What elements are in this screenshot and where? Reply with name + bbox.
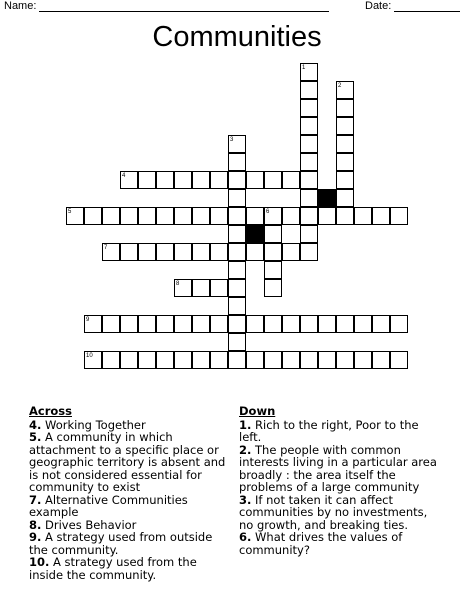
clue-number: 7. [29, 492, 42, 507]
clue-cell-number: 3 [230, 137, 234, 143]
grid-cell[interactable] [264, 279, 282, 297]
clue-text: Working Together [45, 417, 146, 432]
grid-cell[interactable] [282, 315, 300, 333]
clue-number: 3. [239, 492, 252, 507]
grid-cell[interactable] [300, 207, 318, 225]
grid-cell[interactable] [210, 279, 228, 297]
clue-cell-number: 5 [68, 209, 72, 215]
grid-cell[interactable] [300, 99, 318, 117]
clue-cell-number: 4 [122, 173, 126, 179]
clue-text: If not taken it can affect communities by no investments, no growth, and breaking ties. [239, 492, 428, 532]
grid-cell[interactable] [390, 351, 408, 369]
grid-cell[interactable] [228, 189, 246, 207]
grid-cell[interactable] [120, 243, 138, 261]
grid-cell[interactable] [300, 189, 318, 207]
clue-text: Drives Behavior [45, 517, 137, 532]
grid-cell[interactable] [336, 171, 354, 189]
grid-cell[interactable] [300, 315, 318, 333]
grid-cell[interactable] [120, 207, 138, 225]
grid-cell[interactable] [300, 153, 318, 171]
grid-cell[interactable] [264, 261, 282, 279]
clue-number: 1. [239, 417, 252, 432]
grid-cell[interactable] [300, 225, 318, 243]
across-clue [29, 531, 229, 556]
grid-cell[interactable] [102, 207, 120, 225]
clue-text: A strategy used from outside the community. [29, 530, 213, 557]
grid-cell[interactable] [228, 135, 246, 153]
grid-cell[interactable] [228, 315, 246, 333]
clue-cell-number: 6 [266, 209, 270, 215]
grid-cell[interactable] [84, 207, 102, 225]
grid-cell[interactable] [192, 351, 210, 369]
grid-cell[interactable] [282, 207, 300, 225]
grid-cell[interactable] [372, 351, 390, 369]
grid-cell[interactable] [228, 243, 246, 261]
grid-cell[interactable] [300, 135, 318, 153]
clue-number: 5. [29, 430, 42, 444]
grid-cell[interactable] [246, 171, 264, 189]
grid-cell[interactable] [318, 315, 336, 333]
grid-cell[interactable] [264, 225, 282, 243]
clue-number: 10. [29, 555, 50, 569]
down-clue [239, 419, 444, 444]
grid-cell[interactable] [192, 171, 210, 189]
grid-cell[interactable] [336, 81, 354, 99]
clue-text: The people with common interests living in a particular area broadly : the area itself the problems of a large community [239, 442, 437, 494]
grid-cell[interactable] [354, 207, 372, 225]
grid-cell[interactable] [372, 207, 390, 225]
grid-cell[interactable] [84, 315, 102, 333]
grid-cell[interactable] [300, 243, 318, 261]
clue-number: 6. [239, 530, 252, 544]
grid-cell[interactable] [138, 351, 156, 369]
down-clues [239, 405, 444, 556]
grid-cell[interactable] [282, 243, 300, 261]
date-line [394, 2, 460, 12]
grid-cell[interactable] [138, 315, 156, 333]
grid-cell[interactable] [354, 351, 372, 369]
grid-cell[interactable] [336, 315, 354, 333]
grid-cell[interactable] [264, 315, 282, 333]
date-label: Date: [365, 0, 392, 12]
grid-cell[interactable] [318, 207, 336, 225]
grid-cell[interactable] [228, 171, 246, 189]
grid-cell[interactable] [336, 207, 354, 225]
grid-cell[interactable] [246, 243, 264, 261]
grid-cell[interactable] [210, 315, 228, 333]
grid-cell[interactable] [174, 279, 192, 297]
down-clue [239, 531, 444, 556]
clue-cell-number: 8 [176, 281, 180, 287]
grid-cell[interactable] [138, 207, 156, 225]
down-heading: Down [239, 404, 276, 418]
grid-cell[interactable] [336, 135, 354, 153]
grid-cell[interactable] [300, 351, 318, 369]
grid-cell[interactable] [354, 315, 372, 333]
grid-cell[interactable] [300, 63, 318, 81]
grid-cell[interactable] [84, 351, 102, 369]
grid-cell[interactable] [372, 315, 390, 333]
grid-cell[interactable] [264, 207, 282, 225]
page-title: Communities [152, 21, 322, 53]
across-clue [29, 494, 229, 519]
grid-cell[interactable] [336, 117, 354, 135]
grid-cell[interactable] [246, 315, 264, 333]
grid-cell[interactable] [138, 171, 156, 189]
grid-cell[interactable] [102, 351, 120, 369]
grid-cell[interactable] [300, 81, 318, 99]
grid-cell[interactable] [210, 243, 228, 261]
across-clues [29, 405, 229, 581]
grid-cell[interactable] [174, 207, 192, 225]
grid-cell[interactable] [390, 207, 408, 225]
grid-cell[interactable] [228, 333, 246, 351]
grid-cell[interactable] [192, 315, 210, 333]
down-clue [239, 494, 444, 532]
grid-cell[interactable] [120, 351, 138, 369]
grid-cell[interactable] [264, 351, 282, 369]
grid-cell[interactable] [156, 171, 174, 189]
clue-cell-number: 1 [302, 65, 306, 71]
clue-number: 8. [29, 517, 42, 532]
clue-text: Alternative Communities example [29, 492, 188, 519]
grid-cell[interactable] [174, 351, 192, 369]
grid-cell[interactable] [156, 315, 174, 333]
grid-cell[interactable] [264, 243, 282, 261]
grid-cell[interactable] [228, 261, 246, 279]
across-clue [29, 556, 229, 581]
across-heading: Across [29, 404, 72, 418]
grid-cell[interactable] [228, 297, 246, 315]
clue-cell-number: 9 [86, 317, 90, 323]
grid-cell[interactable] [318, 351, 336, 369]
grid-cell[interactable] [264, 171, 282, 189]
down-clue [239, 444, 444, 494]
grid-cell[interactable] [174, 315, 192, 333]
black-square [246, 225, 264, 243]
across-clue [29, 431, 229, 494]
grid-cell[interactable] [336, 99, 354, 117]
grid-cell[interactable] [228, 153, 246, 171]
grid-cell[interactable] [282, 351, 300, 369]
grid-cell[interactable] [192, 207, 210, 225]
grid-cell[interactable] [138, 243, 156, 261]
grid-cell[interactable] [300, 117, 318, 135]
clue-text: A strategy used from the inside the community. [29, 555, 197, 582]
grid-cell[interactable] [174, 243, 192, 261]
grid-cell[interactable] [390, 315, 408, 333]
clue-number: 4. [29, 417, 42, 432]
grid-cell[interactable] [228, 225, 246, 243]
name-label: Name: [4, 0, 37, 12]
grid-cell[interactable] [156, 351, 174, 369]
grid-cell[interactable] [228, 279, 246, 297]
name-field[interactable] [4, 0, 329, 12]
grid-cell[interactable] [192, 243, 210, 261]
clue-number: 9. [29, 530, 42, 544]
grid-cell[interactable] [210, 351, 228, 369]
grid-cell[interactable] [120, 171, 138, 189]
clue-text: Rich to the right, Poor to the left. [239, 417, 419, 444]
grid-cell[interactable] [174, 171, 192, 189]
clue-cell-number: 7 [104, 245, 108, 251]
clue-cell-number: 10 [86, 353, 93, 359]
grid-cell[interactable] [246, 207, 264, 225]
grid-cell[interactable] [300, 171, 318, 189]
grid-cell[interactable] [156, 243, 174, 261]
date-field[interactable] [365, 0, 460, 12]
grid-cell[interactable] [210, 171, 228, 189]
name-line [39, 2, 329, 12]
grid-cell[interactable] [156, 207, 174, 225]
grid-cell[interactable] [336, 189, 354, 207]
grid-cell[interactable] [228, 207, 246, 225]
clue-number: 2. [239, 442, 252, 457]
grid-cell[interactable] [246, 351, 264, 369]
grid-cell[interactable] [210, 207, 228, 225]
clue-cell-number: 2 [338, 83, 342, 89]
grid-cell[interactable] [102, 243, 120, 261]
clue-text: What drives the values of community? [239, 530, 403, 557]
grid-cell[interactable] [336, 153, 354, 171]
grid-cell[interactable] [120, 315, 138, 333]
black-square [318, 189, 336, 207]
grid-cell[interactable] [228, 351, 246, 369]
grid-cell[interactable] [282, 171, 300, 189]
clue-text: A community in which attachment to a specific place or geographic territory is absent and is not considered essential for community to exist [29, 430, 226, 494]
grid-cell[interactable] [102, 315, 120, 333]
grid-cell[interactable] [66, 207, 84, 225]
grid-cell[interactable] [192, 279, 210, 297]
grid-cell[interactable] [336, 351, 354, 369]
